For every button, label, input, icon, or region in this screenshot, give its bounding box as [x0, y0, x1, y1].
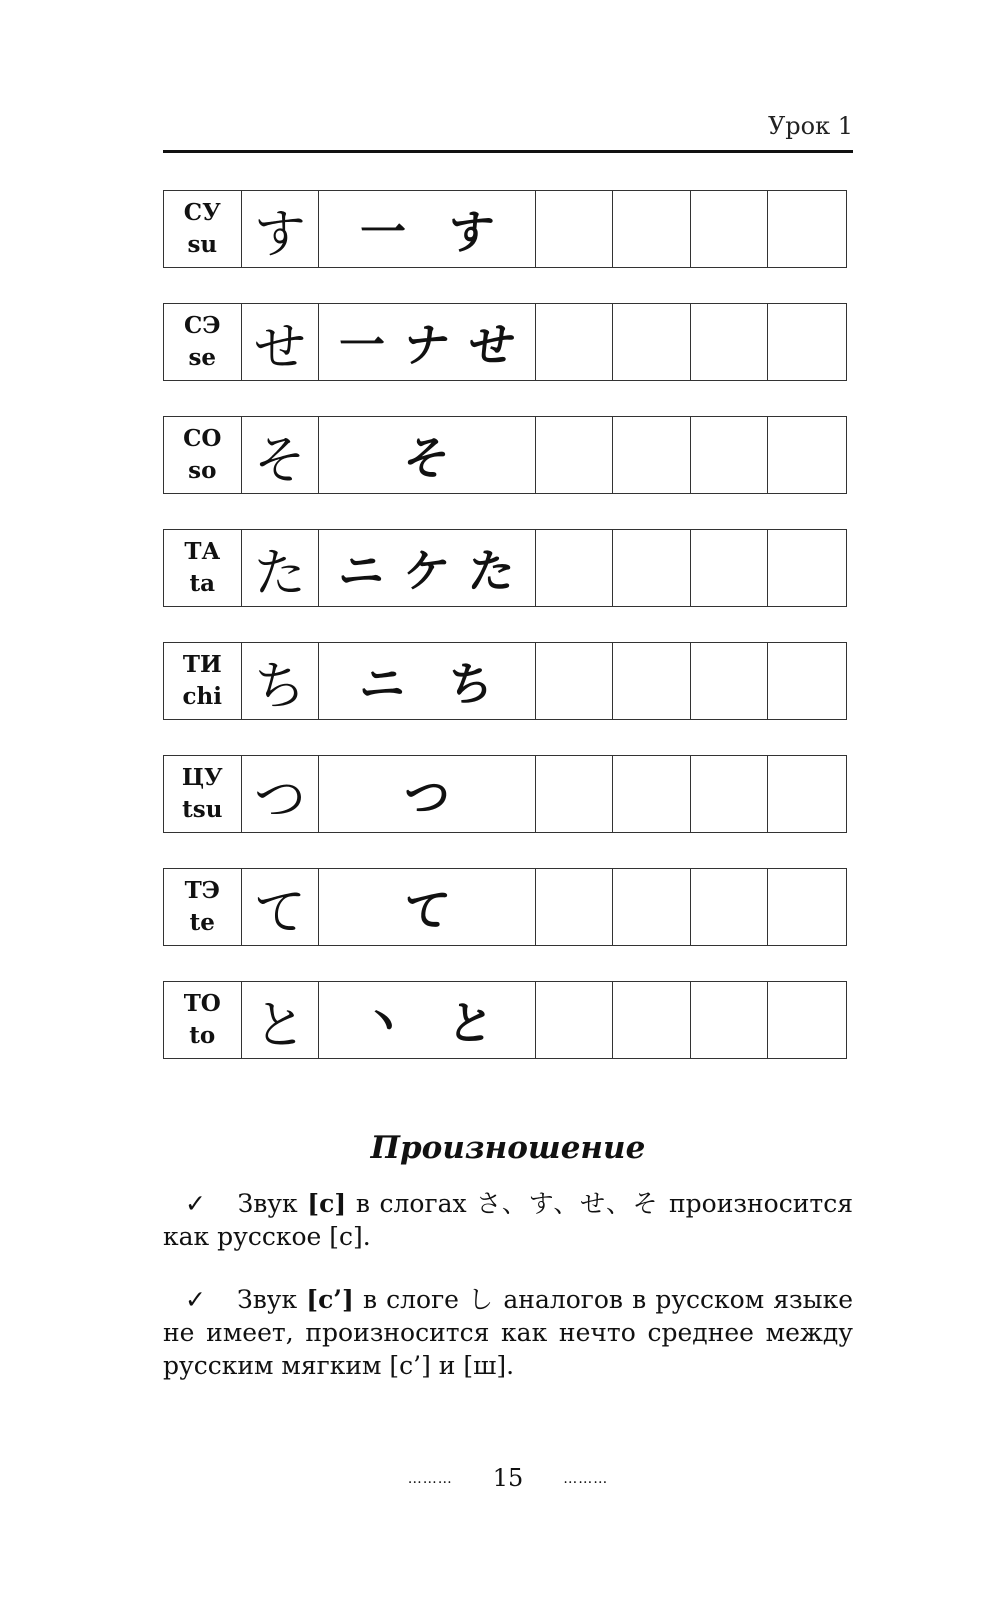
syllable-romaji: so — [188, 457, 217, 484]
kana-character: そ — [242, 417, 320, 493]
section-title: Произношение — [370, 1130, 646, 1166]
syllable-russian: ТЭ — [184, 877, 220, 904]
stroke-step: 一 — [357, 205, 409, 259]
practice-cell — [691, 756, 769, 832]
practice-cell — [536, 191, 614, 267]
footer-dots-right: ……… — [563, 1471, 609, 1487]
syllable-romaji: chi — [182, 683, 222, 710]
syllable-romaji: su — [187, 231, 218, 258]
check-icon: ✓ — [185, 1285, 208, 1314]
stroke-order — [319, 643, 536, 719]
practice-cell — [613, 530, 691, 606]
stroke-order — [319, 191, 536, 267]
syllable-russian: ТИ — [182, 651, 222, 678]
practice-cell — [613, 869, 691, 945]
practice-cell — [536, 982, 614, 1058]
practice-cell — [691, 417, 769, 493]
syllable-russian: ТО — [183, 990, 221, 1017]
practice-cell — [613, 191, 691, 267]
stroke-step: せ — [466, 318, 518, 372]
syllable-romaji: ta — [189, 570, 216, 597]
syllable-romaji: tsu — [182, 796, 223, 823]
stroke-step: ニ — [335, 544, 388, 598]
kana-row-se — [163, 303, 847, 381]
syllable-russian: СЭ — [183, 312, 221, 339]
stroke-order — [319, 869, 536, 945]
syllable-label — [164, 191, 242, 267]
syllable-label — [164, 982, 242, 1058]
kana-character: て — [242, 869, 320, 945]
lesson-title: Урок 1 — [767, 112, 853, 140]
practice-cell — [613, 304, 691, 380]
kana-character: た — [242, 530, 320, 606]
syllable-label — [164, 304, 242, 380]
kana-row-so — [163, 416, 847, 494]
page-number: 15 — [492, 1464, 524, 1492]
stroke-step: ち — [444, 657, 497, 711]
kana-row-chi — [163, 642, 847, 720]
practice-cell — [536, 643, 614, 719]
syllable-russian: ТА — [184, 538, 221, 565]
kana-character: と — [242, 982, 320, 1058]
practice-cell — [536, 756, 614, 832]
stroke-order — [319, 530, 536, 606]
practice-cell — [768, 304, 846, 380]
stroke-step: た — [466, 544, 518, 598]
footer-dots-left: ……… — [407, 1471, 453, 1487]
stroke-order — [319, 304, 536, 380]
practice-cell — [768, 643, 846, 719]
kana-character: す — [242, 191, 320, 267]
practice-cell — [691, 530, 769, 606]
practice-cell — [691, 191, 769, 267]
syllable-russian: ЦУ — [181, 764, 223, 791]
practice-cell — [691, 643, 769, 719]
stroke-order — [319, 417, 536, 493]
syllable-label — [164, 417, 242, 493]
practice-cell — [768, 756, 846, 832]
practice-cell — [768, 530, 846, 606]
practice-cell — [691, 869, 769, 945]
check-icon: ✓ — [185, 1189, 208, 1218]
stroke-order — [319, 982, 536, 1058]
stroke-step: 丶 — [357, 996, 409, 1050]
practice-cell — [613, 982, 691, 1058]
practice-cell — [768, 982, 846, 1058]
practice-cell — [768, 191, 846, 267]
kana-row-te — [163, 868, 847, 946]
practice-cell — [536, 530, 614, 606]
stroke-step: す — [444, 205, 497, 259]
stroke-step: ケ — [400, 544, 453, 598]
stroke-step: つ — [400, 770, 453, 824]
syllable-label — [164, 869, 242, 945]
practice-cell — [613, 417, 691, 493]
practice-cell — [768, 869, 846, 945]
page-header — [163, 100, 853, 153]
stroke-step: て — [400, 883, 453, 937]
syllable-romaji: te — [189, 909, 215, 936]
syllable-russian: СУ — [183, 199, 221, 226]
practice-cell — [613, 643, 691, 719]
practice-cell — [691, 304, 769, 380]
kana-row-tsu — [163, 755, 847, 833]
stroke-step: ナ — [400, 318, 453, 372]
stroke-step: そ — [400, 431, 453, 485]
kana-row-su — [163, 190, 847, 268]
syllable-label — [164, 530, 242, 606]
stroke-step: と — [444, 996, 497, 1050]
kana-row-to — [163, 981, 847, 1059]
syllable-label — [164, 756, 242, 832]
kana-character: つ — [242, 756, 320, 832]
syllable-romaji: se — [188, 344, 217, 371]
pronunciation-paragraph-2: ✓ Звук [с’] в слоге し аналогов в русском языке не имеет, произносится как нечто среднее между русским мягким [с’] и [ш]. — [163, 1285, 853, 1380]
syllable-romaji: to — [189, 1022, 216, 1049]
pronunciation-paragraph-1: ✓ Звук [с] в слогах さ、す、せ、そ произносится как русское [с]. — [163, 1189, 854, 1251]
kana-character: せ — [242, 304, 320, 380]
stroke-order — [319, 756, 536, 832]
kana-character: ち — [242, 643, 320, 719]
practice-cell — [536, 304, 614, 380]
syllable-russian: СО — [183, 425, 222, 452]
kana-row-ta — [163, 529, 847, 607]
practice-cell — [768, 417, 846, 493]
page-footer — [163, 1464, 853, 1492]
syllable-label — [164, 643, 242, 719]
practice-cell — [536, 417, 614, 493]
practice-cell — [536, 869, 614, 945]
stroke-step: ニ — [357, 657, 409, 711]
practice-cell — [613, 756, 691, 832]
practice-cell — [691, 982, 769, 1058]
stroke-step: 一 — [335, 318, 388, 372]
